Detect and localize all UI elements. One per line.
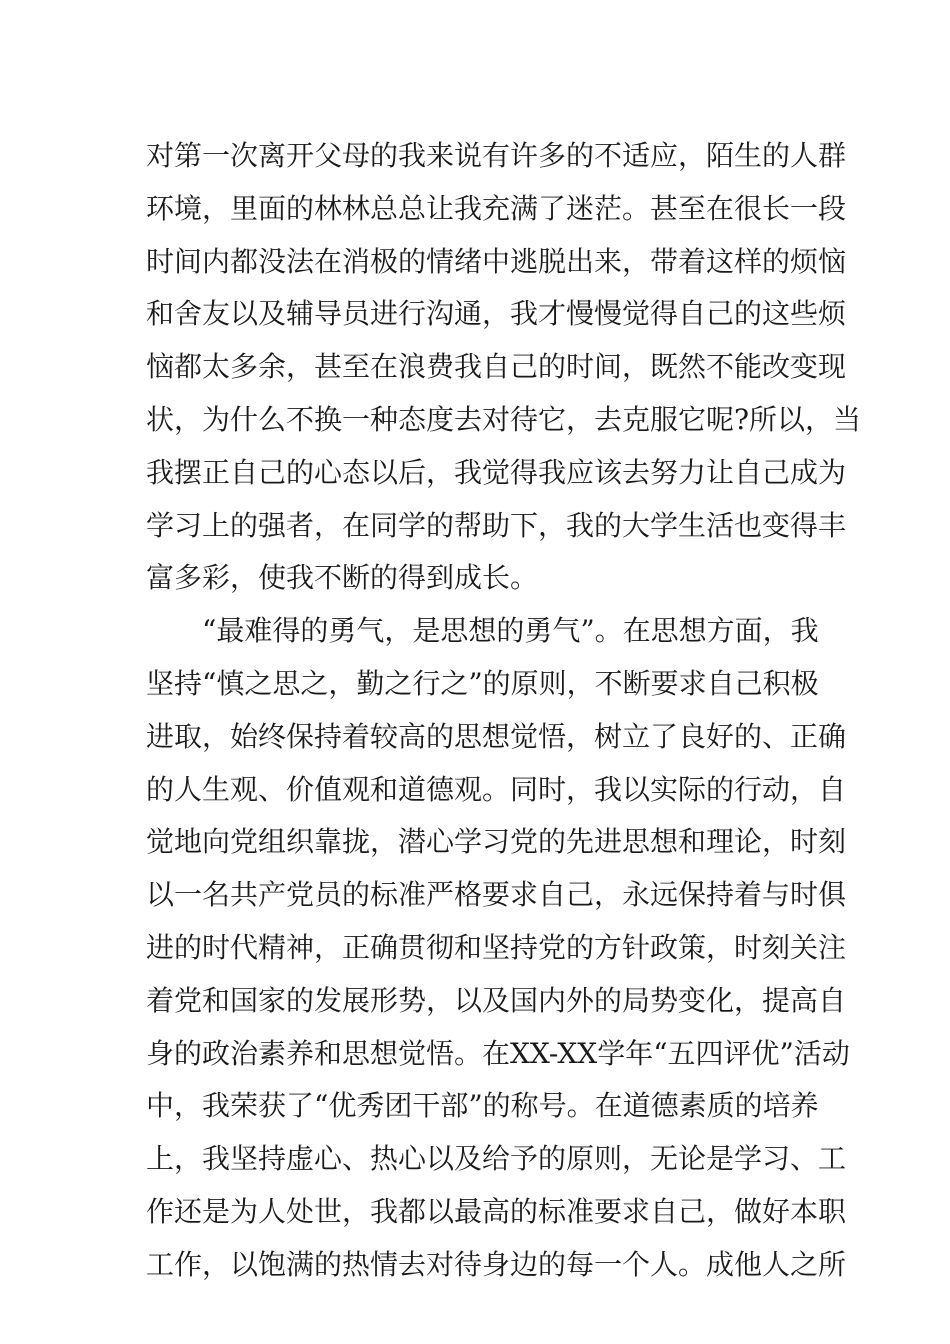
paragraph-line: 觉地向党组织靠拢，潜心学习党的先进思想和理论，时刻 xyxy=(146,825,847,859)
paragraph-line: 作还是为人处世，我都以最高的标准要求自己，做好本职 xyxy=(146,1194,847,1228)
paragraph-1 xyxy=(146,130,862,605)
paragraph-line: 我摆正自己的心态以后，我觉得我应该去努力让自己成为 xyxy=(146,455,847,489)
paragraph-line: 身的政治素养和思想觉悟。在XX-XX学年“五四评优”活动 xyxy=(146,1036,850,1070)
paragraph-line: 环境，里面的林林总总让我充满了迷茫。甚至在很长一段 xyxy=(146,191,847,225)
paragraph-line: 和舍友以及辅导员进行沟通，我才慢慢觉得自己的这些烦 xyxy=(146,297,847,331)
paragraph-line: 以一名共产党员的标准严格要求自己，永远保持着与时俱 xyxy=(146,878,847,912)
document-body xyxy=(146,130,862,1292)
paragraph-line: 坚持“慎之思之，勤之行之”的原则，不断要求自己积极 xyxy=(146,666,819,700)
paragraph-line: 中，我荣获了“优秀团干部”的称号。在道德素质的培养 xyxy=(146,1089,819,1123)
paragraph-2 xyxy=(146,605,850,1291)
paragraph-line: 时间内都没法在消极的情绪中逃脱出来，带着这样的烦恼 xyxy=(146,244,847,278)
paragraph-line: 对第一次离开父母的我来说有许多的不适应，陌生的人群 xyxy=(146,139,847,172)
paragraph-line: 学习上的强者，在同学的帮助下，我的大学生活也变得丰 xyxy=(146,508,847,542)
paragraph-line: 恼都太多余，甚至在浪费我自己的时间，既然不能改变现 xyxy=(146,350,847,384)
paragraph-line: 状，为什么不换一种态度去对待它，去克服它呢?所以，当 xyxy=(146,402,862,436)
paragraph-line: 进的时代精神，正确贯彻和坚持党的方针政策，时刻关注 xyxy=(146,930,847,964)
paragraph-line: “最难得的勇气，是思想的勇气”。在思想方面，我 xyxy=(202,614,819,648)
paragraph-line: 的人生观、价值观和道德观。同时，我以实际的行动，自 xyxy=(146,772,847,806)
paragraph-line: 进取，始终保持着较高的思想觉悟，树立了良好的、正确 xyxy=(146,719,847,753)
paragraph-line: 工作，以饱满的热情去对待身边的每一个人。成他人之所 xyxy=(146,1247,847,1281)
paragraph-line: 上，我坚持虚心、热心以及给予的原则，无论是学习、工 xyxy=(146,1142,847,1176)
paragraph-line: 着党和国家的发展形势，以及国内外的局势变化，提高自 xyxy=(146,983,847,1017)
paragraph-line: 富多彩，使我不断的得到成长。 xyxy=(146,561,539,595)
